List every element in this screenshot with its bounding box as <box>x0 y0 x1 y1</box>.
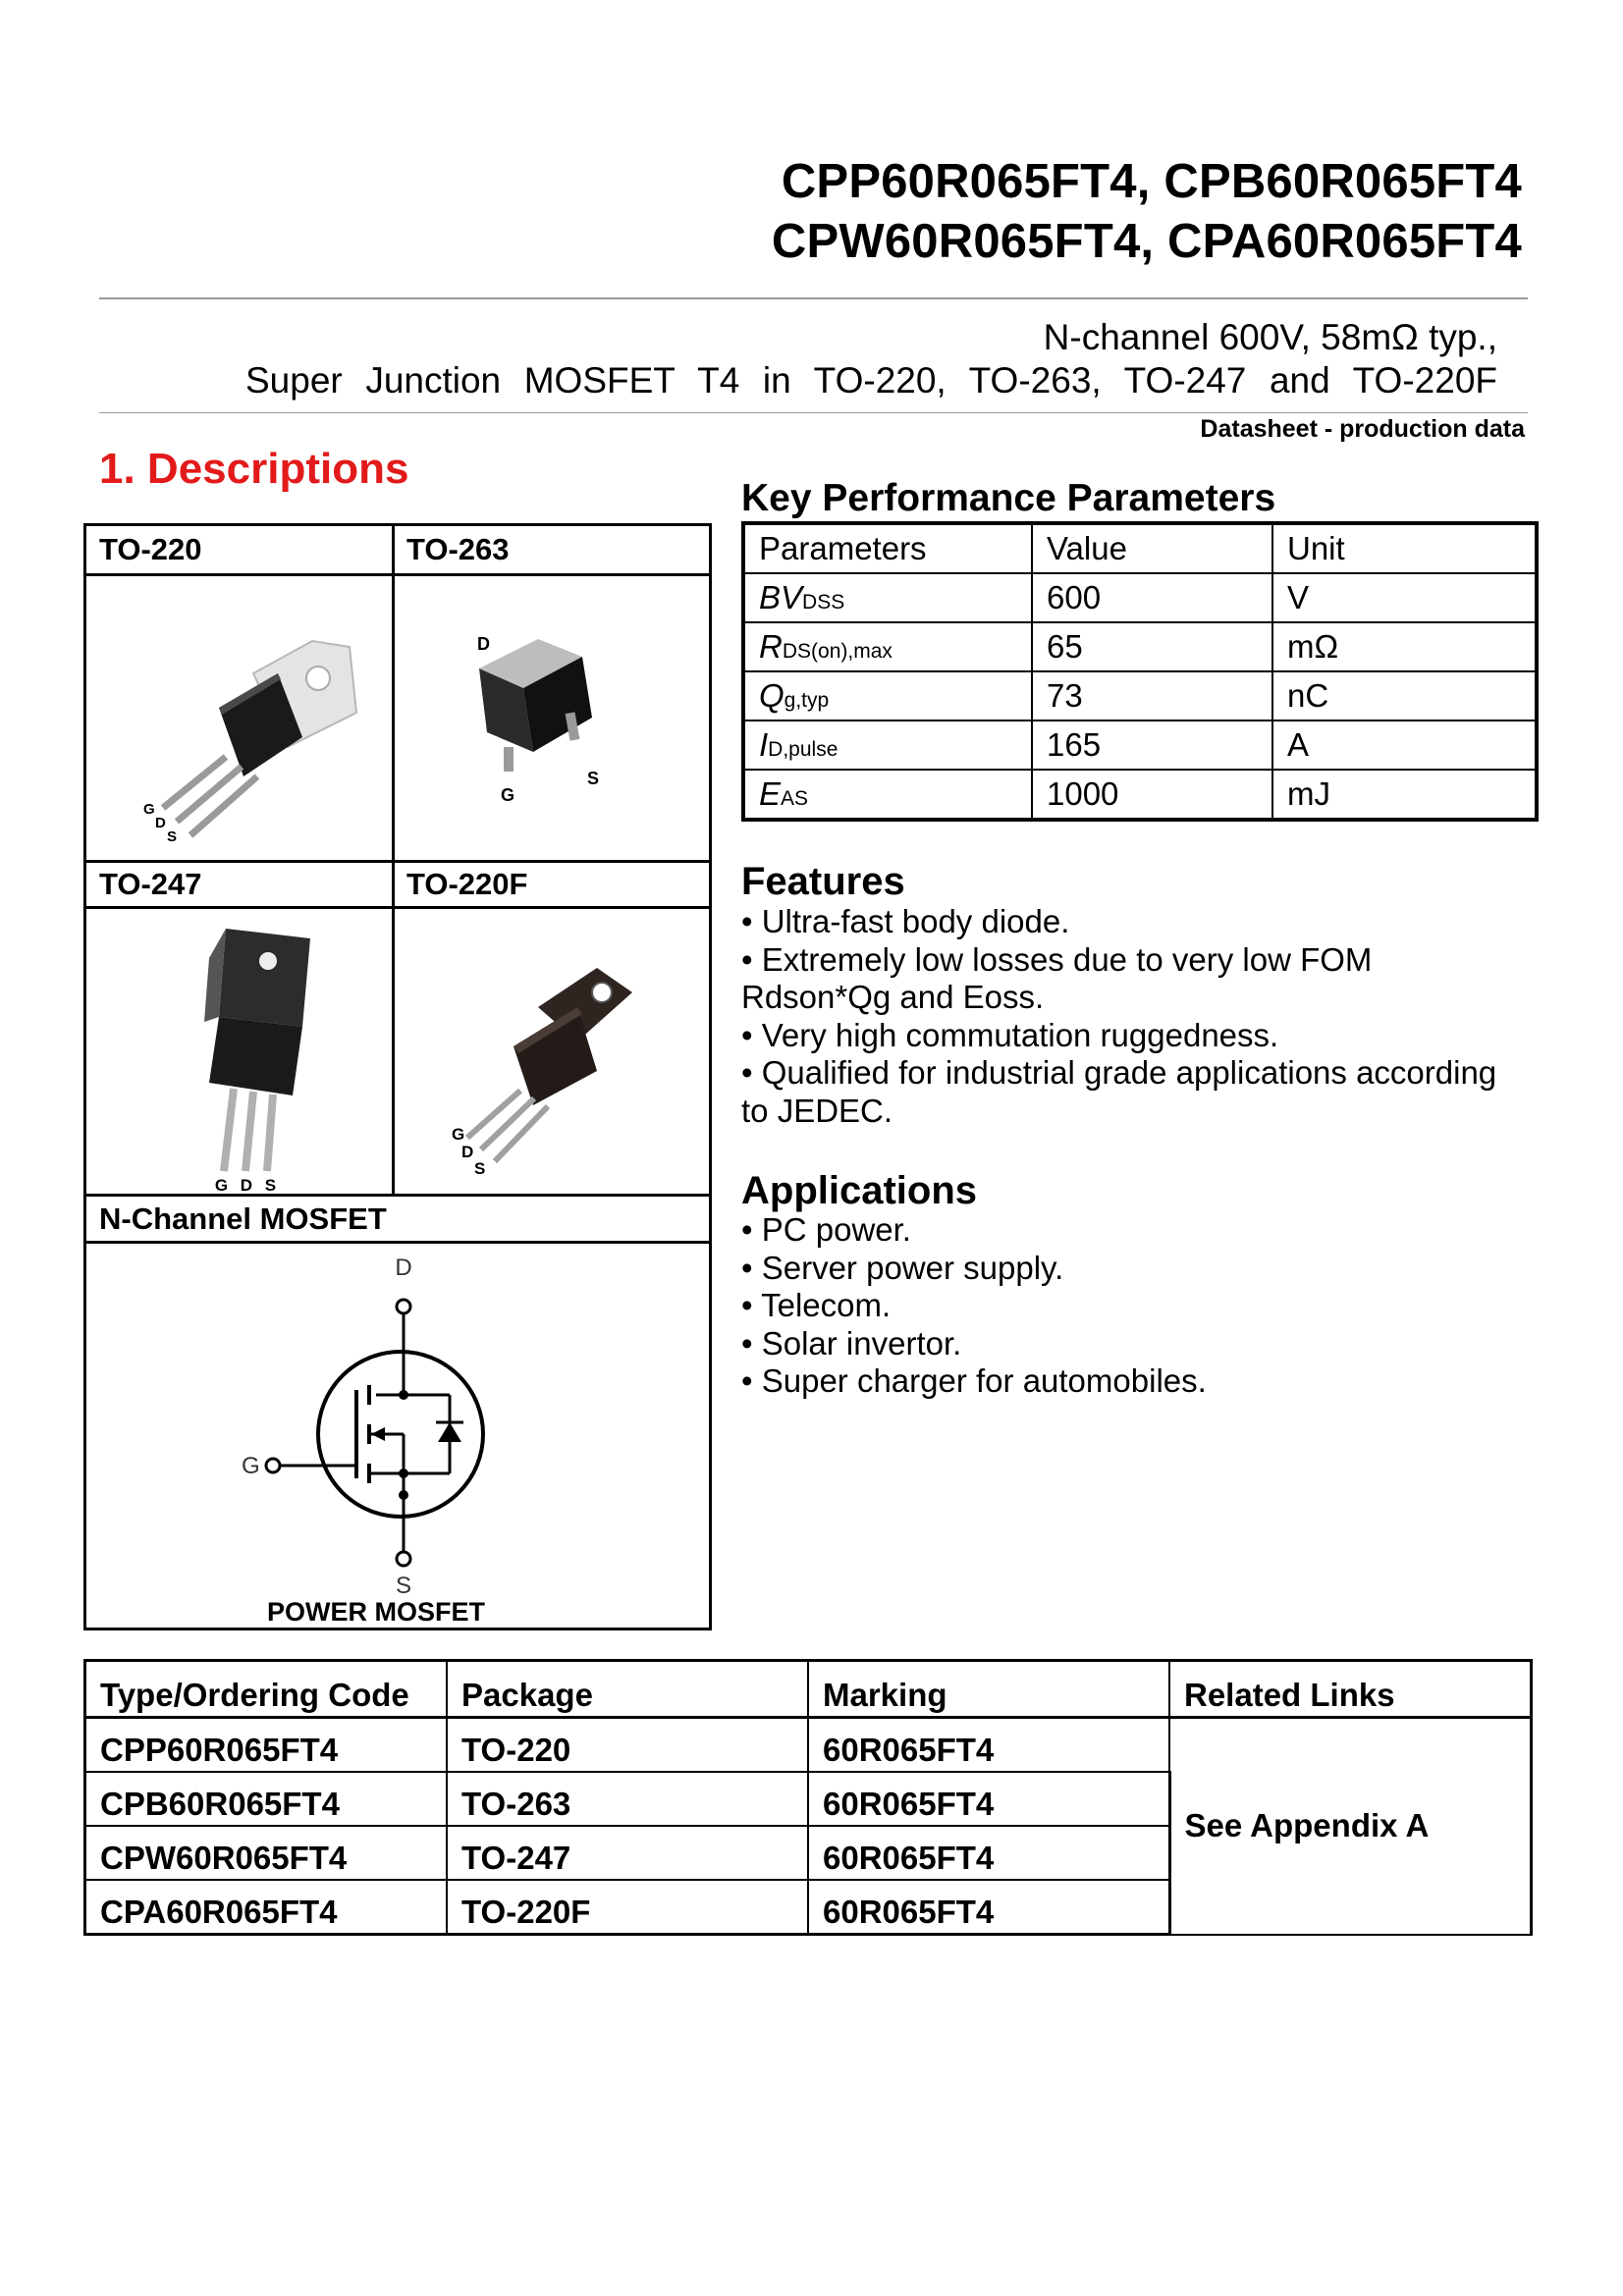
table-row <box>743 523 1537 573</box>
pin-label: S <box>474 1159 486 1178</box>
package-label-to220: TO-220 <box>99 532 202 566</box>
value-cell: 65 <box>1032 622 1272 671</box>
pin-label: D <box>155 815 166 831</box>
title-line-2: CPW60R065FT4, CPA60R065FT4 <box>771 215 1522 268</box>
to247-package-image <box>106 914 391 1194</box>
pin-label: D <box>461 1143 474 1161</box>
package-cell: TO-220 <box>447 1718 808 1773</box>
table-header: Parameters <box>743 523 1032 573</box>
table-row <box>743 770 1537 820</box>
related-links-cell: See Appendix A <box>1169 1718 1532 1935</box>
unit-cell: mJ <box>1272 770 1537 820</box>
list-item: • Qualified for industrial grade applications according <box>741 1054 1497 1091</box>
ordering-code-cell: CPP60R065FT4 <box>85 1718 448 1773</box>
list-item: • Very high commutation ruggedness. <box>741 1016 1279 1053</box>
pin-label: G <box>501 785 515 805</box>
marking-cell: 60R065FT4 <box>808 1826 1169 1880</box>
list-item: to JEDEC. <box>741 1092 893 1129</box>
features-title: Features <box>741 860 905 903</box>
table-header: Marking <box>808 1661 1169 1718</box>
table-row <box>743 622 1537 671</box>
to220-package-image <box>106 580 391 855</box>
header-divider <box>99 297 1528 299</box>
pin-label: S <box>167 828 178 845</box>
value-cell: 600 <box>1032 573 1272 622</box>
pin-label: G D S <box>214 1176 281 1194</box>
to220f-package-image <box>410 914 695 1194</box>
ordering-code-cell: CPA60R065FT4 <box>85 1880 448 1935</box>
ordering-code-cell: CPW60R065FT4 <box>85 1826 448 1880</box>
grid-line <box>392 526 395 1197</box>
unit-cell: A <box>1272 721 1537 770</box>
list-item: • Extremely low losses due to very low FOM <box>741 940 1373 978</box>
package-label-to263: TO-263 <box>406 532 510 566</box>
applications-list <box>741 1211 1527 1401</box>
key-params-table <box>741 521 1539 822</box>
table-row <box>743 573 1537 622</box>
param-cell: EAS <box>743 770 1032 820</box>
ordering-code-cell: CPB60R065FT4 <box>85 1772 448 1826</box>
unit-cell: nC <box>1272 671 1537 721</box>
power-mosfet-caption: POWER MOSFET <box>267 1597 485 1626</box>
param-cell: ID,pulse <box>743 721 1032 770</box>
unit-cell: mΩ <box>1272 622 1537 671</box>
package-label-to247: TO-247 <box>99 867 202 901</box>
marking-cell: 60R065FT4 <box>808 1880 1169 1935</box>
gate-label: G <box>242 1453 260 1479</box>
to263-package-image <box>410 580 695 855</box>
value-cell: 73 <box>1032 671 1272 721</box>
list-item: • Super charger for automobiles. <box>741 1362 1207 1399</box>
param-cell: BVDSS <box>743 573 1032 622</box>
list-item: • Solar invertor. <box>741 1324 962 1362</box>
table-row <box>85 1718 1532 1773</box>
pin-label: G <box>452 1125 465 1144</box>
table-header: Related Links <box>1169 1661 1532 1718</box>
table-row <box>743 671 1537 721</box>
list-item: • Ultra-fast body diode. <box>741 903 1070 939</box>
param-cell: Qg,typ <box>743 671 1032 721</box>
datasheet-note: Datasheet - production data <box>1200 415 1525 443</box>
source-label: S <box>395 1573 412 1599</box>
key-params-title: Key Performance Parameters <box>741 477 1276 519</box>
list-item: • PC power. <box>741 1211 911 1248</box>
table-row <box>85 1661 1532 1718</box>
marking-cell: 60R065FT4 <box>808 1772 1169 1826</box>
package-cell: TO-247 <box>447 1826 808 1880</box>
package-label-to220f: TO-220F <box>406 867 528 901</box>
pin-label: G <box>143 801 155 818</box>
section-title: 1. Descriptions <box>99 445 409 493</box>
title-line-1: CPP60R065FT4, CPB60R065FT4 <box>781 155 1522 208</box>
pin-label: S <box>587 769 600 788</box>
mosfet-symbol-diagram <box>224 1248 538 1626</box>
marking-cell: 60R065FT4 <box>808 1718 1169 1773</box>
package-cell: TO-220F <box>447 1880 808 1935</box>
list-item: • Telecom. <box>741 1287 892 1323</box>
features-list <box>741 903 1527 1130</box>
subtitle-line-1: N-channel 600V, 58mΩ typ., <box>1043 317 1497 357</box>
table-header: Value <box>1032 523 1272 573</box>
value-cell: 165 <box>1032 721 1272 770</box>
grid-line <box>86 573 709 576</box>
drain-label: D <box>395 1255 412 1281</box>
table-header: Package <box>447 1661 808 1718</box>
grid-line <box>86 906 709 909</box>
grid-line <box>86 860 709 863</box>
grid-line <box>86 1241 709 1244</box>
list-item: • Server power supply. <box>741 1249 1064 1286</box>
package-cell: TO-263 <box>447 1772 808 1826</box>
ordering-table <box>83 1659 1533 1936</box>
pin-label: D <box>477 634 490 654</box>
value-cell: 1000 <box>1032 770 1272 820</box>
package-grid <box>83 523 712 1630</box>
grid-line <box>86 1194 709 1197</box>
unit-cell: V <box>1272 573 1537 622</box>
package-label-mosfet: N-Channel MOSFET <box>99 1201 387 1236</box>
list-item: Rdson*Qg and Eoss. <box>741 979 1045 1015</box>
subtitle-line-2: Super Junction MOSFET T4 in TO-220, TO-263, TO-247 and TO-220F <box>245 360 1497 400</box>
table-header: Type/Ordering Code <box>85 1661 448 1718</box>
table-row <box>743 721 1537 770</box>
subtitle-divider <box>99 412 1528 413</box>
applications-title: Applications <box>741 1169 978 1212</box>
title-block <box>772 152 1522 272</box>
param-cell: RDS(on),max <box>743 622 1032 671</box>
table-header: Unit <box>1272 523 1537 573</box>
